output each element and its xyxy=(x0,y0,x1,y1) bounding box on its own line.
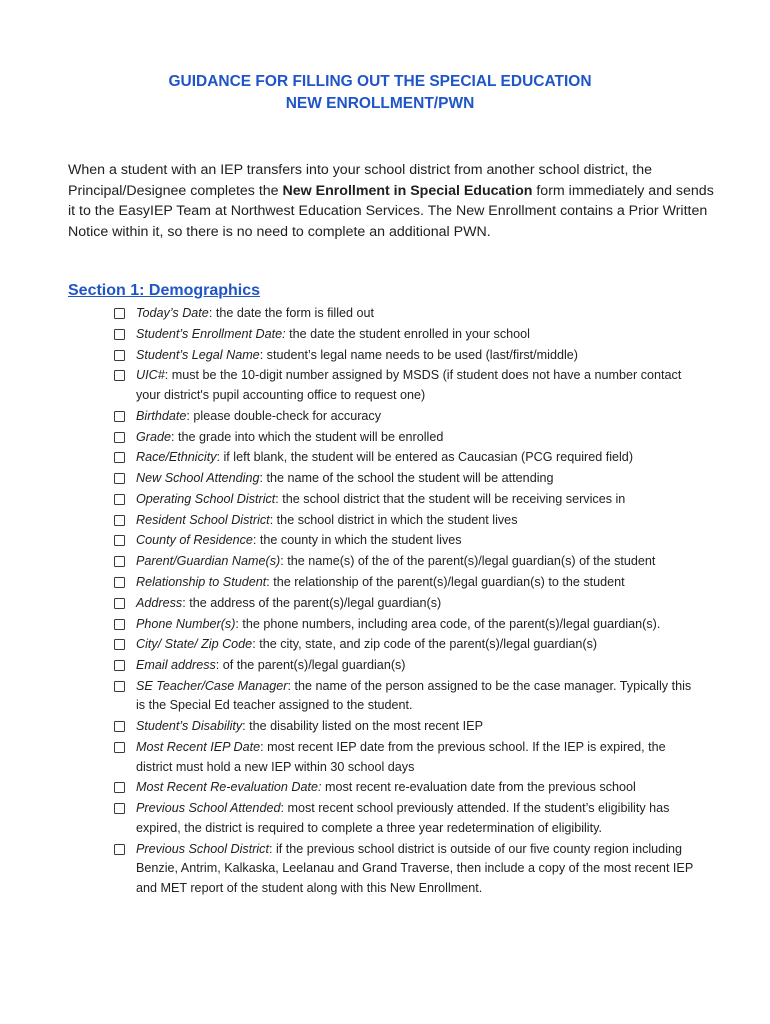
checklist-item-field: Operating School District xyxy=(136,491,276,506)
checklist-item-description: : if the previous school district is outside of our five county region including Benzie, Antrim, Kalkaska, Leelanau and Grand Traverse, then include a copy of the most recent IEP and MET report of the student along with this New Enrollment. xyxy=(136,841,694,895)
intro-form-name: New Enrollment in Special Education xyxy=(282,182,533,199)
checklist-item-description: : the disability listed on the most recent IEP xyxy=(242,719,483,734)
checklist-item xyxy=(112,346,702,366)
checkbox-icon[interactable] xyxy=(114,411,125,422)
checkbox-icon[interactable] xyxy=(114,308,125,319)
checkbox-icon[interactable] xyxy=(114,432,125,443)
checkbox-icon[interactable] xyxy=(114,844,125,855)
intro-text-1: When a student with an IEP transfers into your school district from another school district, the Principal/Designee completes the xyxy=(68,162,653,199)
checklist-item-field: Phone Number(s) xyxy=(136,616,236,631)
section-1-heading[interactable]: Section 1: Demographics xyxy=(68,282,261,299)
checklist-item xyxy=(112,448,702,468)
checklist-item-field: Student’s Legal Name xyxy=(136,347,260,362)
checklist-item-description: : the school district that the student will be receiving services in xyxy=(275,491,626,506)
checkbox-icon[interactable] xyxy=(114,803,125,814)
checkbox-icon[interactable] xyxy=(114,598,125,609)
checklist-item-description: : the phone numbers, including area code, of the parent(s)/legal guardian(s). xyxy=(235,616,661,631)
checkbox-icon[interactable] xyxy=(114,329,125,340)
document-title xyxy=(0,71,760,115)
checklist-item-field: Address xyxy=(136,595,183,610)
checklist-item xyxy=(112,573,702,593)
checklist-item-description: : if left blank, the student will be entered as Caucasian (PCG required field) xyxy=(216,450,634,465)
checklist-item-field: Parent/Guardian Name(s) xyxy=(136,554,281,569)
checkbox-icon[interactable] xyxy=(114,639,125,650)
checklist-item-field: SE Teacher/Case Manager xyxy=(136,678,288,693)
checklist-item-field: Most Recent IEP Date xyxy=(136,740,261,755)
checklist-item xyxy=(112,656,702,676)
checklist-item xyxy=(112,428,702,448)
checkbox-icon[interactable] xyxy=(114,619,125,630)
checklist-item xyxy=(112,778,702,798)
checklist-item-description: : student’s legal name needs to be used (last/first/middle) xyxy=(259,347,578,362)
checklist-item-field: UIC# xyxy=(136,368,165,383)
checklist-item-field: Student’s Disability xyxy=(136,719,243,734)
title-line-2: NEW ENROLLMENT/PWN xyxy=(285,95,475,112)
intro-text-2: form immediately and sends it to the EasyIEP Team at Northwest Education Services. The New Enrollment contains a Prior Written Notice within it, so there is no need to complete an additional PWN. xyxy=(68,182,714,240)
checkbox-icon[interactable] xyxy=(114,452,125,463)
checklist-item xyxy=(112,552,702,572)
checklist-item xyxy=(112,840,702,899)
checkbox-icon[interactable] xyxy=(114,350,125,361)
title-line-1: GUIDANCE FOR FILLING OUT THE SPECIAL EDUCATION xyxy=(168,73,592,90)
checklist-item-description: : the name(s) of the of the parent(s)/legal guardian(s) of the student xyxy=(280,554,656,569)
checklist-item xyxy=(112,469,702,489)
checklist-item xyxy=(112,407,702,427)
checkbox-icon[interactable] xyxy=(114,494,125,505)
checklist-item-description: : of the parent(s)/legal guardian(s) xyxy=(215,658,406,673)
checklist-item-description: the date the student enrolled in your school xyxy=(285,326,530,341)
checklist-item-description: : the name of the school the student will be attending xyxy=(259,471,554,486)
checklist-item-description: : the address of the parent(s)/legal guardian(s) xyxy=(182,595,442,610)
checklist-item-field: Resident School District xyxy=(136,512,270,527)
checklist-item-field: Previous School Attended xyxy=(136,801,281,816)
checkbox-icon[interactable] xyxy=(114,577,125,588)
checklist-item-field: Race/Ethnicity xyxy=(136,450,217,465)
checklist-item-description: : most recent school previously attended. If the student’s eligibility has expired, the district is required to complete a three year redetermination of eligibility. xyxy=(136,801,670,835)
checklist-item-field: City/ State/ Zip Code xyxy=(136,637,253,652)
checklist-item xyxy=(112,531,702,551)
checklist-item-description: : the relationship of the parent(s)/legal guardian(s) to the student xyxy=(266,574,625,589)
checklist-item xyxy=(112,717,702,737)
checklist-item-description: : most recent IEP date from the previous school. If the IEP is expired, the district must hold a new IEP within 30 school days xyxy=(136,740,666,774)
checklist-item xyxy=(112,325,702,345)
checklist-item xyxy=(112,594,702,614)
checklist-item xyxy=(112,799,702,838)
checklist-item-field: Previous School District xyxy=(136,841,269,856)
checklist-item-field: Email address xyxy=(136,658,216,673)
checklist-item-field: New School Attending xyxy=(136,471,260,486)
checklist-item-description: : please double-check for accuracy xyxy=(186,408,382,423)
checklist-item-description: : the school district in which the student lives xyxy=(269,512,518,527)
checklist-item-description: : the city, state, and zip code of the parent(s)/legal guardian(s) xyxy=(252,637,598,652)
checkbox-icon[interactable] xyxy=(114,660,125,671)
checklist-item-field: Birthdate xyxy=(136,408,187,423)
checklist-item xyxy=(112,366,702,405)
checklist-item xyxy=(112,635,702,655)
checkbox-icon[interactable] xyxy=(114,742,125,753)
checkbox-icon[interactable] xyxy=(114,515,125,526)
intro-paragraph xyxy=(68,160,718,242)
demographics-checklist xyxy=(112,304,702,900)
checkbox-icon[interactable] xyxy=(114,556,125,567)
checklist-item xyxy=(112,304,702,324)
checklist-item xyxy=(112,490,702,510)
checkbox-icon[interactable] xyxy=(114,370,125,381)
checklist-item-field: Most Recent Re-evaluation Date: xyxy=(136,780,322,795)
checklist-item-description: : the name of the person assigned to be the case manager. Typically this is the Special Ed teacher assigned to the student. xyxy=(136,678,692,713)
checkbox-icon[interactable] xyxy=(114,782,125,793)
checklist-item-field: Grade xyxy=(136,429,172,444)
checkbox-icon[interactable] xyxy=(114,681,125,692)
checklist-item xyxy=(112,738,702,777)
checklist-item-description: : the county in which the student lives xyxy=(252,533,462,548)
checklist-item xyxy=(112,615,702,635)
checkbox-icon[interactable] xyxy=(114,473,125,484)
checklist-item-field: Relationship to Student xyxy=(136,574,267,589)
checklist-item-description: : the grade into which the student will be enrolled xyxy=(171,429,444,444)
checklist-item-field: County of Residence xyxy=(136,533,253,548)
checkbox-icon[interactable] xyxy=(114,535,125,546)
checklist-item xyxy=(112,677,702,716)
checklist-item-description: : the date the form is filled out xyxy=(208,306,375,320)
checklist-item-description: : must be the 10-digit number assigned by MSDS (if student does not have a number contact your district's pupil accounting office to request one) xyxy=(136,368,682,402)
checklist-item-field: Today’s Date xyxy=(136,306,209,320)
checklist-item-field: Student’s Enrollment Date: xyxy=(136,326,286,341)
checkbox-icon[interactable] xyxy=(114,721,125,732)
checklist-item-description: most recent re-evaluation date from the previous school xyxy=(321,780,636,795)
checklist-item xyxy=(112,511,702,531)
